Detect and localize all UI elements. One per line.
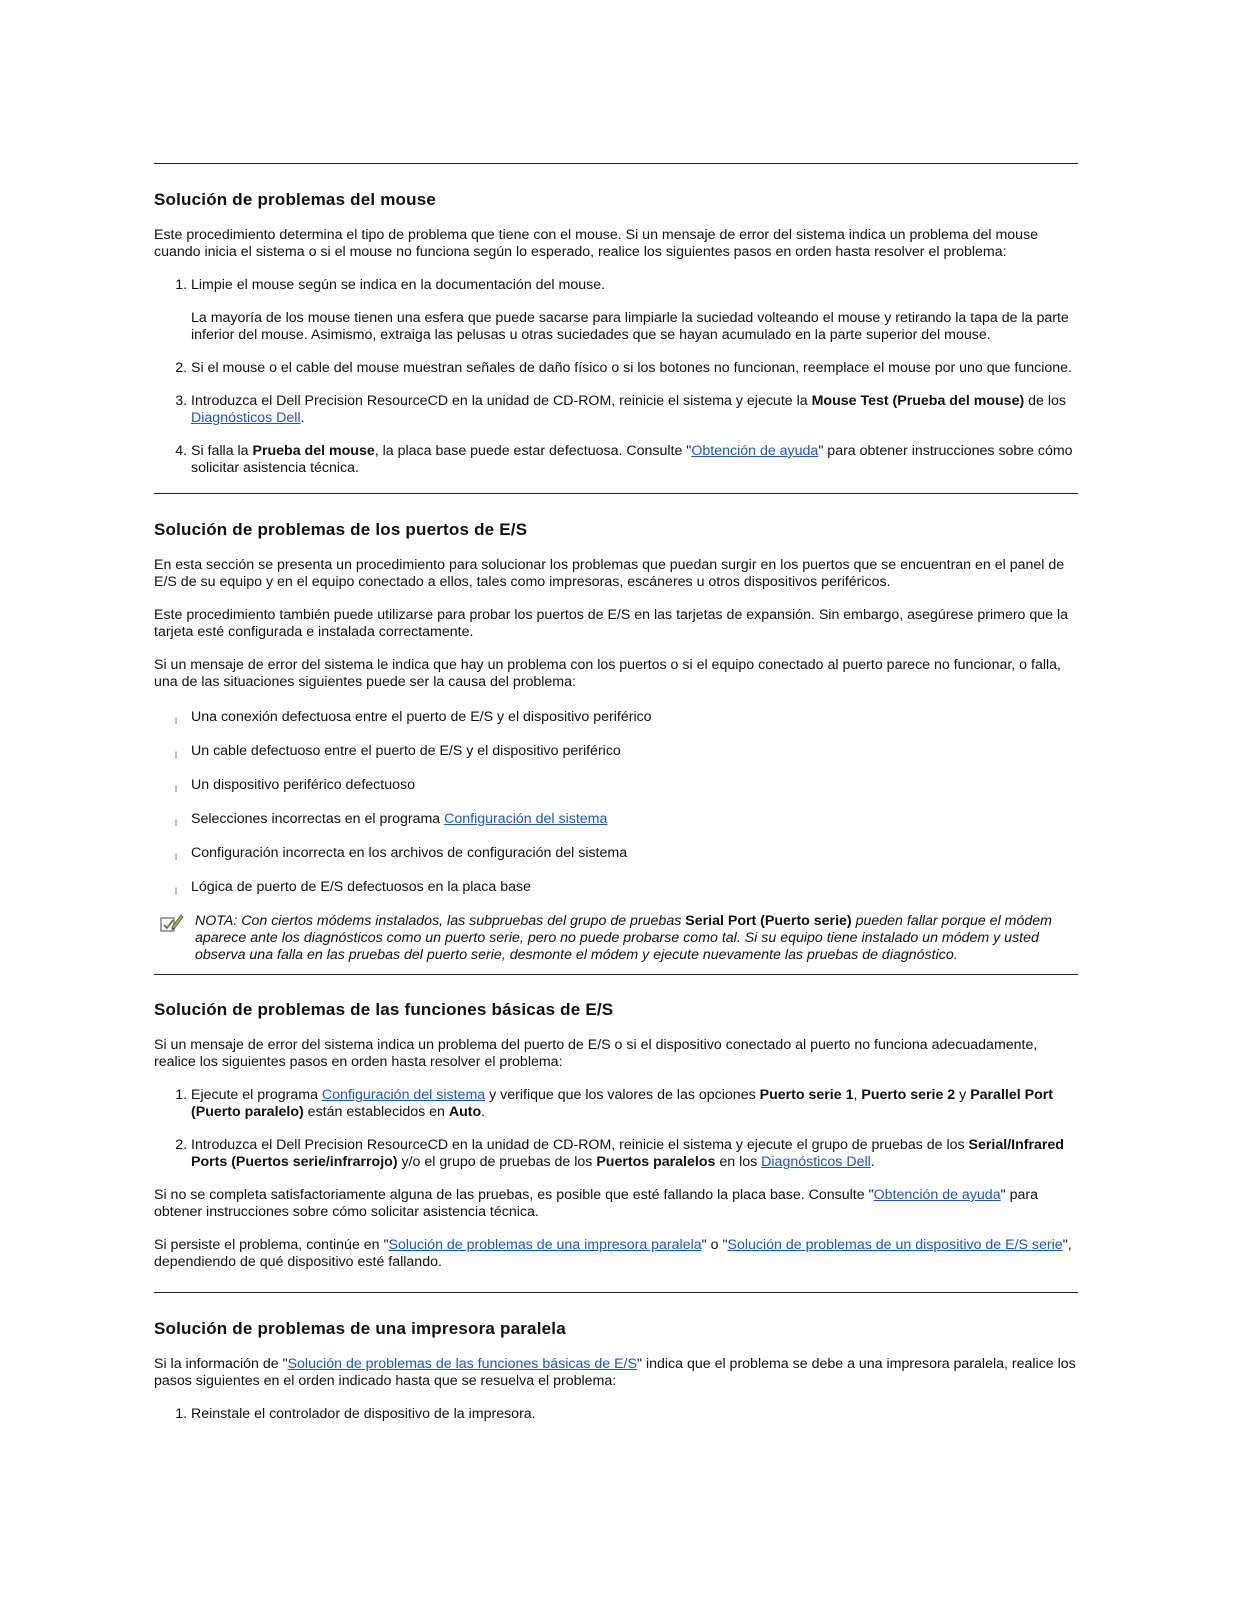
note-pencil-icon (160, 913, 184, 933)
section-divider (154, 974, 1078, 975)
mouse-step-2: 2. Si el mouse o el cable del mouse muestran señales de daño físico o si los botones no funcionan, reemplace el mouse por uno que funcione. (191, 360, 1078, 377)
bullet-marker: l (175, 784, 177, 794)
dell-diagnostics-link[interactable]: Diagnósticos Dell (191, 410, 301, 426)
section-divider (154, 1292, 1078, 1293)
io-ports-causes-list (154, 709, 1078, 896)
basic-io-paragraph-2: Si persiste el problema, continúe en "Solución de problemas de una impresora paralela" o "Solución de problemas de un dispositivo de E/S serie", dependiendo de qué dispositivo esté fallando. (154, 1237, 1072, 1270)
parallel-printer-intro: Si la información de "Solución de problemas de las funciones básicas de E/S" indica que el problema se debe a una impresora paralela, realice los pasos siguientes en el orden indicado hasta que se resuelva el problema: (154, 1356, 1076, 1389)
io-ports-paragraph-3: Si un mensaje de error del sistema le indica que hay un problema con los puertos o si el equipo conectado al puerto parece no funcionar, o falla, una de las situaciones siguientes puede ser la causa del problema: (154, 657, 1061, 690)
mouse-step-1-detail: La mayoría de los mouse tienen una esfera que puede sacarse para limpiarle la suciedad volteando el mouse y retirando la tapa de la parte inferior del mouse. Asimismo, extraiga las pelusas u otras suciedades que se hayan acumulado en la parte superior del mouse. (191, 310, 1069, 343)
bullet-marker: l (175, 818, 177, 828)
basic-io-section-title: Solución de problemas de las funciones básicas de E/S (154, 1000, 614, 1019)
bullet-marker: l (175, 716, 177, 726)
io-ports-section-title: Solución de problemas de los puertos de E/S (154, 520, 528, 539)
note-box: NOTA: Con ciertos módems instalados, las subpruebas del grupo de pruebas Serial Port (Puerto serie) pueden fallar porque el módem aparece ante los diagnósticos como un puerto serie, pero no puede probarse como tal. Si su equipo tiene instalado un módem y usted observa una falla en las pruebas del puerto serie, desmonte el módem y ejecute nuevamente las pruebas de diagnóstico. (154, 913, 1078, 964)
list-item: l Un dispositivo periférico defectuoso (191, 777, 1078, 794)
serial-device-link[interactable]: Solución de problemas de un dispositivo de E/S serie (727, 1237, 1063, 1253)
bullet-marker: l (175, 852, 177, 862)
parallel-printer-link[interactable]: Solución de problemas de una impresora paralela (388, 1237, 702, 1253)
mouse-section (154, 190, 1078, 477)
basic-io-step-1: 1. Ejecute el programa Configuración del sistema y verifique que los valores de las opciones Puerto serie 1, Puerto serie 2 y Parallel Port (Puerto paralelo) están establecidos en Auto. (191, 1087, 1078, 1121)
basic-io-paragraph-1: Si no se completa satisfactoriamente alguna de las pruebas, es posible que esté fallando la placa base. Consulte "Obtención de ayuda" para obtener instrucciones sobre cómo solicitar asistencia técnica. (154, 1187, 1038, 1220)
mouse-step-1: 1. Limpie el mouse según se indica en la documentación del mouse. La mayoría de los mouse tienen una esfera que puede sacarse para limpiarle la suciedad volteando el mouse y retirando la tapa de la parte inferior del mouse. Asimismo, extraiga las pelusas u otras suciedades que se hayan acumulado en la parte superior del mouse. (191, 277, 1078, 344)
basic-io-intro: Si un mensaje de error del sistema indica un problema del puerto de E/S o si el dispositivo conectado al puerto no funciona adecuadamente, realice los siguientes pasos en orden hasta resolver el problema: (154, 1037, 1038, 1070)
getting-help-link[interactable]: Obtención de ayuda (873, 1187, 1001, 1203)
basic-io-step-2: 2. Introduzca el Dell Precision ResourceCD en la unidad de CD-ROM, reinicie el sistema y ejecute el grupo de pruebas de los Serial/Infrared Ports (Puertos serie/infrarrojo) y/o el grupo de pruebas de los Puertos paralelos en los Diagnósticos Dell. (191, 1137, 1078, 1171)
basic-io-steps (154, 1087, 1078, 1171)
system-setup-link[interactable]: Configuración del sistema (444, 811, 608, 827)
parallel-printer-steps (154, 1406, 1078, 1423)
basic-io-link[interactable]: Solución de problemas de las funciones básicas de E/S (287, 1356, 637, 1372)
mouse-intro: Este procedimiento determina el tipo de problema que tiene con el mouse. Si un mensaje de error del sistema indica un problema del mouse cuando inicia el sistema o si el mouse no funciona según lo esperado, realice los siguientes pasos en orden hasta resolver el problema: (154, 227, 1039, 260)
section-divider (154, 163, 1078, 164)
document-page (154, 163, 1078, 1439)
list-item: l Selecciones incorrectas en el programa Configuración del sistema (191, 811, 1078, 828)
mouse-step-3: 3. Introduzca el Dell Precision ResourceCD en la unidad de CD-ROM, reinicie el sistema y ejecute la Mouse Test (Prueba del mouse) de los Diagnósticos Dell. (191, 393, 1078, 427)
basic-io-section (154, 1000, 1078, 1271)
list-item: l Lógica de puerto de E/S defectuosos en la placa base (191, 879, 1078, 896)
mouse-steps (154, 277, 1078, 477)
dell-diagnostics-link[interactable]: Diagnósticos Dell (761, 1154, 871, 1170)
mouse-section-title: Solución de problemas del mouse (154, 190, 437, 209)
getting-help-link[interactable]: Obtención de ayuda (691, 443, 819, 459)
list-item: l Una conexión defectuosa entre el puerto de E/S y el dispositivo periférico (191, 709, 1078, 726)
io-ports-section (154, 520, 1078, 964)
bullet-marker: l (175, 886, 177, 896)
io-ports-paragraph-2: Este procedimiento también puede utilizarse para probar los puertos de E/S en las tarjetas de expansión. Sin embargo, asegúrese primero que la tarjeta esté configurada e instalada correctamente. (154, 607, 1069, 640)
parallel-printer-step-1: 1. Reinstale el controlador de dispositivo de la impresora. (191, 1406, 1078, 1423)
system-setup-link[interactable]: Configuración del sistema (321, 1087, 486, 1103)
section-divider (154, 493, 1078, 494)
mouse-step-4: 4. Si falla la Prueba del mouse, la placa base puede estar defectuosa. Consulte "Obtención de ayuda" para obtener instrucciones sobre cómo solicitar asistencia técnica. (191, 443, 1078, 477)
bullet-marker: l (175, 750, 177, 760)
io-ports-paragraph-1: En esta sección se presenta un procedimiento para solucionar los problemas que puedan surgir en los puertos que se encuentran en el panel de E/S de su equipo y en el equipo conectado a ellos, tales como impresoras, escáneres u otros dispositivos periféricos. (154, 557, 1065, 590)
parallel-printer-section-title: Solución de problemas de una impresora paralela (154, 1319, 566, 1338)
parallel-printer-section (154, 1319, 1078, 1423)
list-item: l Un cable defectuoso entre el puerto de E/S y el dispositivo periférico (191, 743, 1078, 760)
list-item: l Configuración incorrecta en los archivos de configuración del sistema (191, 845, 1078, 862)
